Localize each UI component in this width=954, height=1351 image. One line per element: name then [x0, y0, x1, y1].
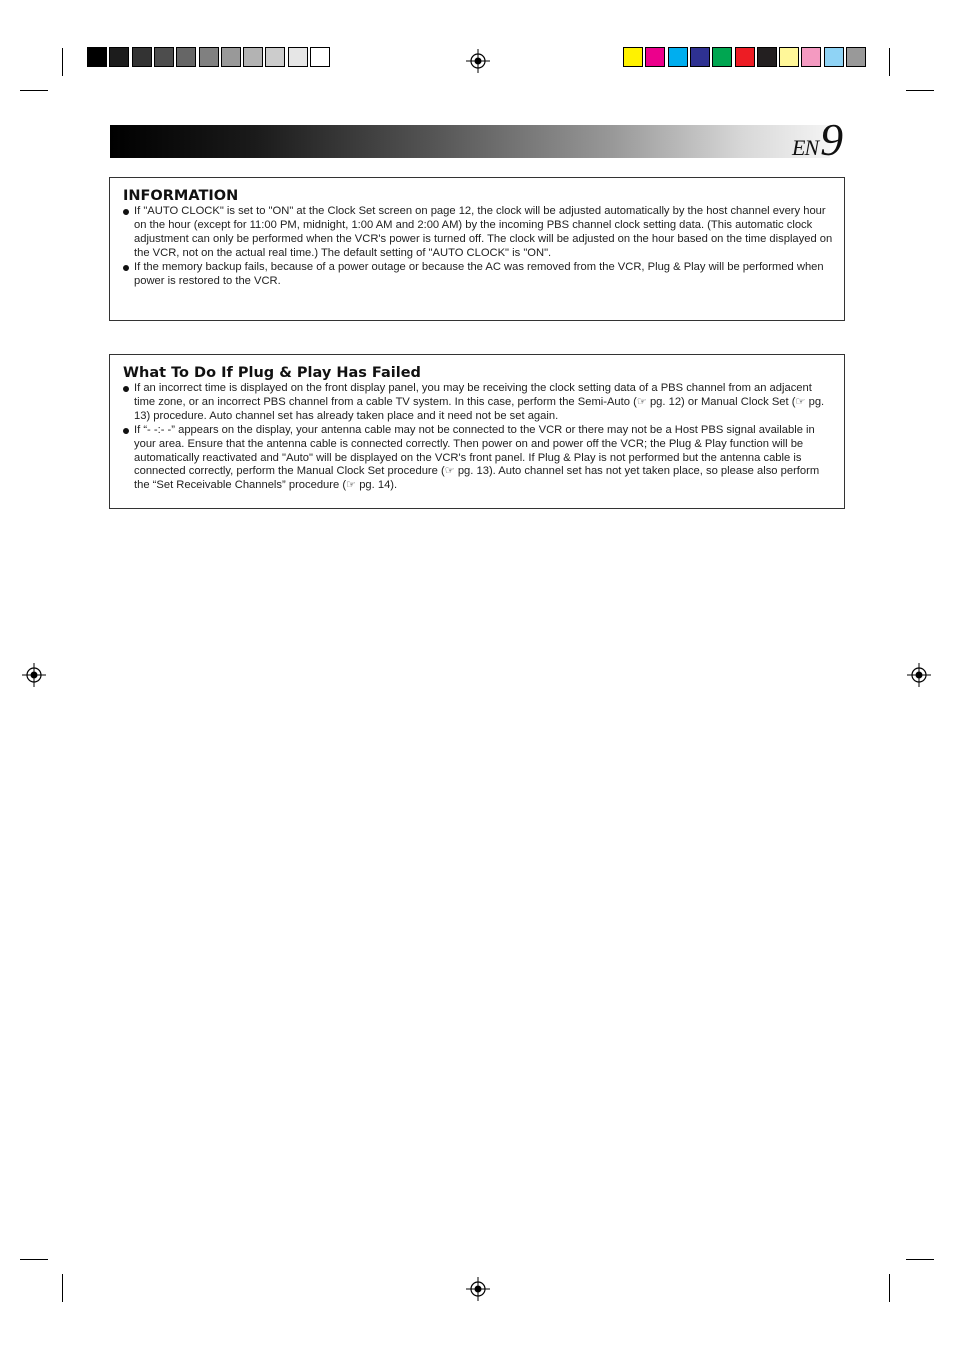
- color-swatch: [221, 47, 241, 67]
- color-swatch: [735, 47, 755, 67]
- list-item-text: If the memory backup fails, because of a power outage or because the AC was removed from the VCR, Plug & Play will be performed when power is restored to the VCR.: [134, 260, 824, 287]
- registration-mark-icon: [466, 1277, 490, 1301]
- plug-play-title: What To Do If Plug & Play Has Failed: [123, 365, 421, 381]
- color-swatch: [132, 47, 152, 67]
- color-swatch: [109, 47, 129, 67]
- crop-mark: [906, 90, 934, 91]
- crop-mark: [62, 1274, 63, 1302]
- color-swatch: [645, 47, 665, 67]
- registration-mark-icon: [22, 663, 46, 687]
- color-swatch: [801, 47, 821, 67]
- color-swatch: [824, 47, 844, 67]
- plug-play-list: [123, 382, 834, 493]
- page-number: 9: [820, 114, 844, 165]
- list-item: [123, 424, 834, 494]
- color-swatch: [846, 47, 866, 67]
- color-swatch: [176, 47, 196, 67]
- bullet-icon: [123, 209, 129, 215]
- list-item: [123, 261, 834, 289]
- bullet-icon: [123, 428, 129, 434]
- color-swatch: [87, 47, 107, 67]
- plug-play-failed-box: [109, 354, 845, 509]
- color-swatch: [779, 47, 799, 67]
- color-swatch: [265, 47, 285, 67]
- bullet-icon: [123, 386, 129, 392]
- crop-mark: [889, 48, 890, 76]
- color-swatch: [623, 47, 643, 67]
- list-item-text: If an incorrect time is displayed on the front display panel, you may be receiving the clock setting data of a PBS channel from an adjacent time zone, or an incorrect PBS channel from a cable TV system. In this case, perform the Semi-Auto (☞ pg. 12) or Manual Clock Set (☞ pg. 13) procedure. Auto channel set has already taken place and it need not be set again.: [134, 382, 825, 422]
- information-list: [123, 205, 834, 288]
- crop-mark: [20, 90, 48, 91]
- color-swatch: [690, 47, 710, 67]
- color-swatch: [712, 47, 732, 67]
- header-gradient-bar: [110, 125, 830, 158]
- registration-mark-icon: [907, 663, 931, 687]
- language-label: EN: [792, 135, 819, 160]
- color-swatch: [288, 47, 308, 67]
- crop-mark: [62, 48, 63, 76]
- information-box: [109, 177, 845, 321]
- page-number-label: [792, 114, 844, 165]
- crop-mark: [906, 1259, 934, 1260]
- crop-mark: [20, 1259, 48, 1260]
- list-item-text: If “- -:- -” appears on the display, your antenna cable may not be connected to the VCR or there may not be a Host PBS signal available in your area. Ensure that the antenna cable is connected correctly. Then power on and power off the VCR; the Plug & Play function will be automatically reactivated and "Auto" will be displayed on the VCR's front panel. If Plug & Play is not performed but the antenna cable is connected correctly, perform the Manual Clock Set procedure (☞ pg. 13). Auto channel set has not yet taken place, so please also perform the “Set Receivable Channels” procedure (☞ pg. 14).: [134, 423, 820, 492]
- information-title: INFORMATION: [123, 188, 239, 204]
- color-swatch: [757, 47, 777, 67]
- color-swatch: [243, 47, 263, 67]
- color-swatch: [668, 47, 688, 67]
- list-item: [123, 382, 834, 424]
- registration-mark-icon: [466, 49, 490, 73]
- color-swatch: [199, 47, 219, 67]
- color-swatch: [310, 47, 330, 67]
- bullet-icon: [123, 265, 129, 271]
- list-item-text: If "AUTO CLOCK" is set to "ON" at the Clock Set screen on page 12, the clock will be adjusted automatically by the host channel every hour on the hour (except for 11:00 PM, midnight, 1:00 AM and 2:00 AM) by the incoming PBS channel clock setting data. (This automatic clock adjustment can only be performed when the VCR's power is turned off. The clock will be adjusted on the hour based on the time displayed on the VCR, not on the actual real time.) The default setting of "AUTO CLOCK" is "ON".: [134, 205, 833, 259]
- crop-mark: [889, 1274, 890, 1302]
- list-item: [123, 205, 834, 261]
- color-swatch: [154, 47, 174, 67]
